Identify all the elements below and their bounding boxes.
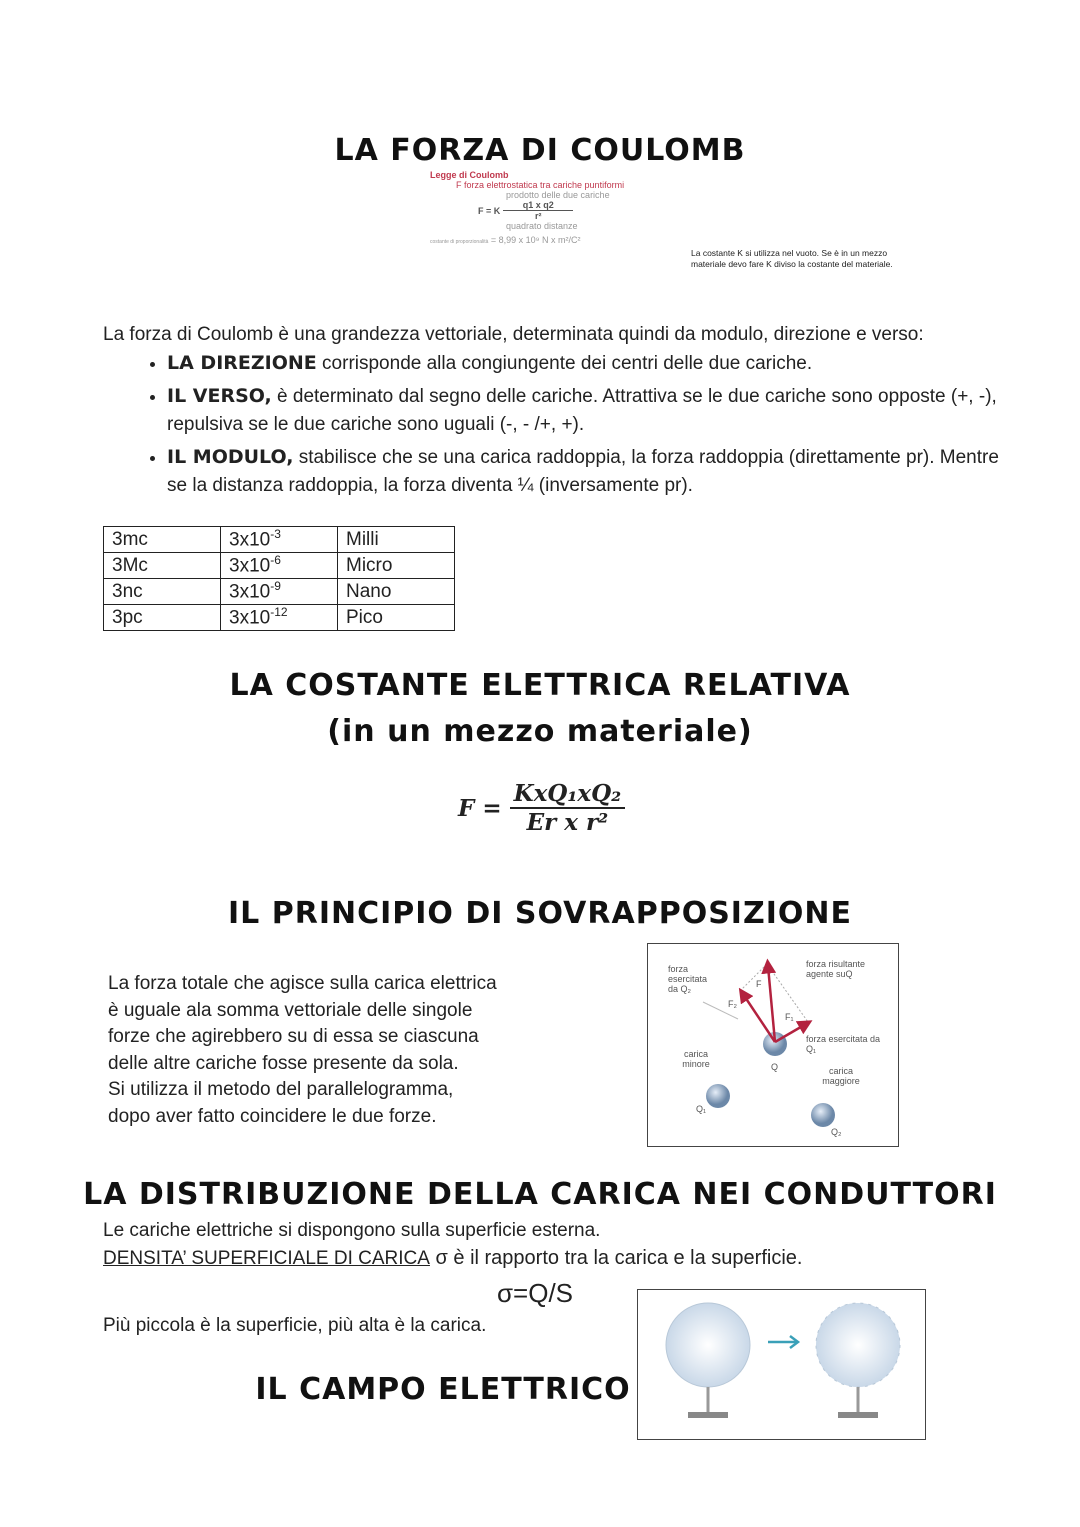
list-item bbox=[167, 443, 1003, 500]
image-constant-value: = 8,99 x 10⁹ N x m²/C² bbox=[490, 235, 581, 245]
exp: -6 bbox=[270, 553, 281, 568]
table-row bbox=[104, 605, 455, 631]
distribution-text: Le cariche elettriche si dispongono sulla superficie esterna. bbox=[103, 1220, 601, 1241]
conductor-image bbox=[637, 1289, 926, 1440]
label-q2: Q₂ bbox=[831, 1127, 842, 1137]
text-line: dopo aver fatto coincidere le due forze. bbox=[108, 1105, 437, 1127]
cell: 3pc bbox=[104, 605, 221, 631]
title-distribuzione: LA DISTRIBUZIONE DELLA CARICA NEI CONDUTTORI bbox=[83, 1177, 997, 1212]
cell: 3nc bbox=[104, 579, 221, 605]
sovrapposizione-text bbox=[108, 971, 497, 1130]
base: 3x10 bbox=[229, 607, 271, 629]
units-table bbox=[103, 526, 455, 631]
density-line bbox=[103, 1244, 802, 1273]
cell: 3mc bbox=[104, 527, 221, 553]
superposition-diagram bbox=[647, 943, 899, 1147]
cell bbox=[221, 579, 338, 605]
title-sovrapposizione: IL PRINCIPIO DI SOVRAPPOSIZIONE bbox=[228, 896, 852, 931]
cell bbox=[221, 605, 338, 631]
base: 3x10 bbox=[229, 581, 271, 603]
title-costante: LA COSTANTE ELETTRICA RELATIVA bbox=[229, 668, 851, 703]
bullet-keyword: IL MODULO, bbox=[167, 446, 294, 468]
exp: -12 bbox=[270, 605, 288, 620]
table-row bbox=[104, 553, 455, 579]
charge-q1 bbox=[706, 1084, 730, 1108]
formula-denominator: Er x r² bbox=[526, 809, 609, 836]
charge-q2 bbox=[811, 1103, 835, 1127]
exp: -9 bbox=[270, 579, 281, 594]
cell bbox=[221, 553, 338, 579]
surface-note: Più piccola è la superficie, più alta è la carica. bbox=[103, 1315, 487, 1336]
relative-constant-formula bbox=[458, 780, 625, 836]
label-minor: carica minore bbox=[682, 1049, 710, 1069]
cell: Pico bbox=[338, 605, 455, 631]
cell: Milli bbox=[338, 527, 455, 553]
bullet-text: corrisponde alla congiungente dei centri delle due cariche. bbox=[316, 353, 813, 374]
image-constant-label: costante di proporzionalità bbox=[430, 239, 489, 245]
label-q1: Q₁ bbox=[696, 1104, 707, 1114]
cell: Micro bbox=[338, 553, 455, 579]
exp: -3 bbox=[270, 527, 281, 542]
text-line: è uguale ala somma vettoriale delle singole bbox=[108, 999, 473, 1021]
base: 3x10 bbox=[229, 555, 271, 577]
formula-lhs: F = bbox=[458, 794, 502, 822]
bullet-text: stabilisce che se una carica raddoppia, la forza raddoppia (direttamente pr). Mentre se la distanza raddoppia, la forza diventa ¼ (inversamente pr). bbox=[167, 447, 999, 496]
title-costante-sub: (in un mezzo materiale) bbox=[327, 714, 753, 749]
image-product-label: prodotto delle due cariche bbox=[506, 190, 610, 200]
bullet-text: è determinato dal segno delle cariche. Attrattiva se le due cariche sono opposte (+, -), repulsiva se le due cariche sono uguali (-, - /+, +). bbox=[167, 386, 997, 435]
image-numerator: q1 x q2 bbox=[503, 200, 573, 211]
cell bbox=[221, 527, 338, 553]
properties-list bbox=[103, 349, 1003, 500]
base: 3x10 bbox=[229, 529, 271, 551]
image-lhs: F = K bbox=[478, 205, 501, 216]
intro-text: La forza di Coulomb è una grandezza vettoriale, determinata quindi da modulo, direzione e verso: bbox=[103, 324, 924, 345]
label-f2: forza esercitata da Q₂ bbox=[668, 964, 708, 994]
image-f-label: F forza elettrostatica tra cariche puntiformi bbox=[456, 180, 625, 190]
label-major: carica maggiore bbox=[822, 1066, 860, 1086]
list-item bbox=[167, 382, 1003, 439]
image-denominator: r² bbox=[535, 211, 542, 221]
image-distance-label: quadrato distanze bbox=[506, 221, 578, 231]
title-campo: IL CAMPO ELETTRICO bbox=[255, 1372, 631, 1407]
list-item bbox=[167, 349, 1003, 378]
text-line: delle altre cariche fosse presente da sola. bbox=[108, 1052, 459, 1074]
label-F: F bbox=[756, 979, 762, 989]
image-heading: Legge di Coulomb bbox=[430, 170, 509, 180]
k-note: La costante K si utilizza nel vuoto. Se è in un mezzo materiale devo fare K diviso la costante del materiale. bbox=[691, 248, 893, 269]
table-row bbox=[104, 527, 455, 553]
cell: Nano bbox=[338, 579, 455, 605]
label-F1: F₁ bbox=[785, 1012, 794, 1022]
text-line: forze che agirebbero su di essa se ciascuna bbox=[108, 1026, 479, 1047]
title-coulomb: LA FORZA DI COULOMB bbox=[334, 133, 746, 168]
bullet-keyword: LA DIREZIONE bbox=[167, 352, 317, 374]
coulomb-law-image bbox=[430, 170, 650, 280]
label-result: forza risultante agente suQ bbox=[806, 959, 866, 979]
label-f1: forza esercitata da Q₁ bbox=[806, 1034, 881, 1054]
bullet-keyword: IL VERSO, bbox=[167, 385, 272, 407]
sigma-formula: σ=Q/S bbox=[497, 1278, 574, 1308]
label-q: Q bbox=[771, 1062, 779, 1072]
cell: 3Mc bbox=[104, 553, 221, 579]
density-term: DENSITA’ SUPERFICIALE DI CARICA bbox=[103, 1248, 430, 1269]
conductor-spheres bbox=[638, 1290, 925, 1439]
intro-section bbox=[103, 321, 1003, 500]
text-line: Si utilizza il metodo del parallelogramma, bbox=[108, 1079, 454, 1100]
density-definition: σ è il rapporto tra la carica e la superficie. bbox=[429, 1247, 803, 1269]
label-F2: F₂ bbox=[728, 999, 737, 1009]
formula-numerator: KxQ₁xQ₂ bbox=[510, 780, 626, 809]
table-row bbox=[104, 579, 455, 605]
text-line: La forza totale che agisce sulla carica elettrica bbox=[108, 973, 497, 994]
